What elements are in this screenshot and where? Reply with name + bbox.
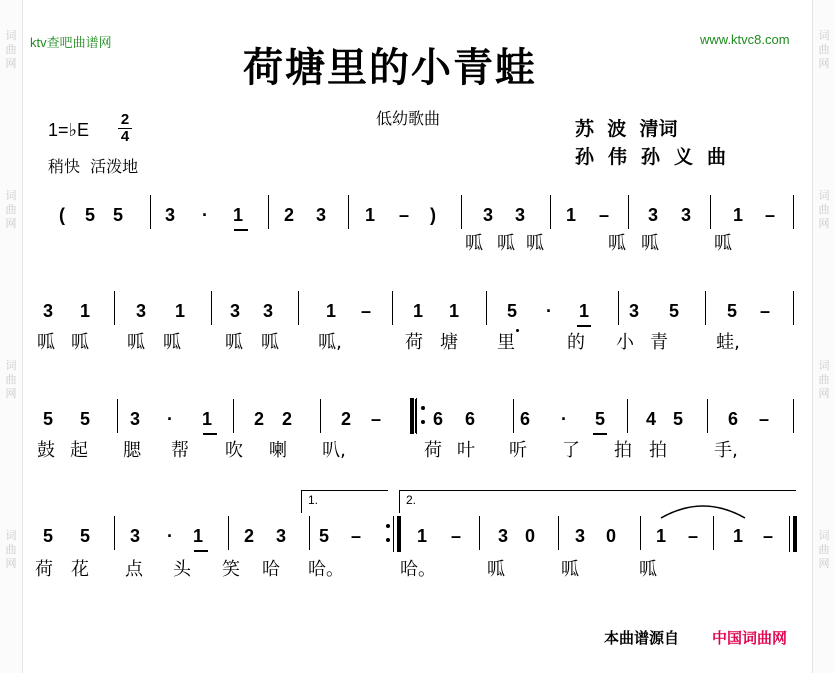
note: – (759, 301, 770, 321)
lyric-syllable: 叭, (322, 440, 346, 461)
barline (640, 516, 641, 550)
barline (150, 195, 151, 229)
side-mark: 曲 (5, 373, 17, 386)
song-title: 荷塘里的小青蛙 (243, 45, 537, 91)
barline (558, 516, 559, 550)
eighth-underline (203, 433, 217, 435)
lyric-syllable: 帮 (171, 440, 189, 461)
barline (114, 516, 115, 550)
tempo-marking: 稍快 活泼地 (48, 157, 139, 176)
barline (211, 291, 212, 325)
note: – (687, 526, 698, 546)
lyric-syllable: 花 (71, 559, 89, 580)
note: – (764, 205, 775, 225)
barline (114, 291, 115, 325)
note: 2 (281, 409, 292, 429)
barline (713, 516, 714, 550)
repeat-dot (386, 524, 390, 528)
side-mark: 词 (818, 189, 830, 202)
side-mark: 网 (818, 557, 830, 570)
lyric-syllable: 鼓 (37, 440, 55, 461)
note: 5 (79, 526, 90, 546)
side-mark: 曲 (818, 373, 830, 386)
lyric-syllable: 荷 (424, 440, 442, 461)
note: 1 (192, 526, 203, 546)
note: · (167, 409, 173, 429)
eighth-underline (234, 229, 248, 231)
lyric-syllable: 点 (125, 559, 143, 580)
note: 5 (672, 409, 683, 429)
note: 1 (232, 205, 243, 225)
volta-2-label: 2. (406, 493, 417, 507)
barline (486, 291, 487, 325)
barline (707, 399, 708, 433)
repeat-end-thick (397, 516, 401, 552)
side-mark: 词 (818, 29, 830, 42)
note: ( (59, 205, 65, 225)
note: 3 (647, 205, 658, 225)
barline (479, 516, 480, 550)
barline (233, 399, 234, 433)
note: 3 (129, 409, 140, 429)
note: ) (430, 205, 436, 225)
note: 1 (732, 526, 743, 546)
lyric-syllable: 腮 (123, 440, 141, 461)
watermark-right[interactable]: www.ktvc8.com (700, 32, 790, 47)
lyric-syllable: 呱 (497, 233, 515, 254)
note: 2 (243, 526, 254, 546)
note: 5 (84, 205, 95, 225)
lyric-syllable: 喇 (269, 440, 287, 461)
lyric-syllable: 呱 (163, 332, 181, 353)
repeat-start-thick (410, 398, 414, 434)
barline (117, 399, 118, 433)
lyric-syllable: 呱, (318, 332, 342, 353)
note: 3 (42, 301, 53, 321)
barline (320, 399, 321, 433)
note: 1 (448, 301, 459, 321)
note: 1 (364, 205, 375, 225)
lyric-syllable: 里 (497, 332, 515, 353)
note: 5 (79, 409, 90, 429)
note: 6 (432, 409, 443, 429)
note: 2 (283, 205, 294, 225)
note: 3 (262, 301, 273, 321)
side-mark: 曲 (5, 203, 17, 216)
note: 3 (574, 526, 585, 546)
barline (392, 291, 393, 325)
side-mark: 词 (5, 359, 17, 372)
lyric-syllable: 呱 (608, 233, 626, 254)
lyric-syllable: 呱 (465, 233, 483, 254)
lyric-syllable: 呱 (561, 559, 579, 580)
note: 5 (42, 409, 53, 429)
repeat-start-thin (416, 398, 417, 434)
barline (710, 195, 711, 229)
note: 1 (565, 205, 576, 225)
side-mark: 网 (818, 217, 830, 230)
lyricist: 苏 波 清词 (575, 118, 678, 140)
note: 5 (726, 301, 737, 321)
low-octave-dot (516, 329, 519, 332)
repeat-dot (386, 538, 390, 542)
side-mark: 曲 (818, 543, 830, 556)
side-mark: 词 (5, 189, 17, 202)
lyric-syllable: 呱 (261, 332, 279, 353)
side-mark: 曲 (818, 43, 830, 56)
note: 2 (253, 409, 264, 429)
barline (793, 291, 794, 325)
lyric-syllable: 呱 (71, 332, 89, 353)
note: 3 (164, 205, 175, 225)
barline (298, 291, 299, 325)
barline (461, 195, 462, 229)
barline (618, 291, 619, 325)
note: 3 (482, 205, 493, 225)
note: 6 (519, 409, 530, 429)
note: 5 (506, 301, 517, 321)
repeat-end-thin (393, 516, 394, 552)
lyric-syllable: 塘 (440, 332, 458, 353)
lyric-syllable: 了 (562, 440, 580, 461)
lyric-syllable: 头 (173, 559, 191, 580)
source-site-link[interactable]: 中国词曲网 (712, 629, 788, 647)
lyric-syllable: 吹 (225, 440, 243, 461)
key-signature: 1=♭E (48, 120, 90, 140)
side-mark: 网 (818, 387, 830, 400)
side-mark: 曲 (5, 43, 17, 56)
eighth-underline (577, 325, 591, 327)
lyric-syllable: 哈。 (400, 559, 436, 580)
barline (309, 516, 310, 550)
side-mark: 网 (5, 387, 17, 400)
note: 4 (645, 409, 656, 429)
note: 0 (605, 526, 616, 546)
note: – (758, 409, 769, 429)
lyric-syllable: 哈。 (308, 559, 344, 580)
time-signature (118, 112, 132, 145)
note: 1 (732, 205, 743, 225)
side-mark: 词 (5, 529, 17, 542)
lyric-syllable: 呱 (641, 233, 659, 254)
repeat-dot (421, 420, 425, 424)
note: 6 (727, 409, 738, 429)
side-mark: 词 (5, 29, 17, 42)
note: – (398, 205, 409, 225)
lyric-syllable: 起 (70, 440, 88, 461)
lyric-syllable: 小 (616, 332, 634, 353)
note: 3 (229, 301, 240, 321)
lyric-syllable: 蛙, (716, 332, 740, 353)
side-mark: 词 (818, 359, 830, 372)
note: 5 (112, 205, 123, 225)
note: 5 (42, 526, 53, 546)
lyric-syllable: 听 (509, 440, 527, 461)
side-mark: 网 (818, 57, 830, 70)
volta-1-label: 1. (308, 493, 319, 507)
barline (550, 195, 551, 229)
lyric-syllable: 笑 (222, 559, 240, 580)
watermark-left[interactable]: ktv查吧曲谱网 (30, 35, 112, 50)
note: 5 (318, 526, 329, 546)
side-mark: 网 (5, 217, 17, 230)
lyric-syllable: 呱 (127, 332, 145, 353)
barline (348, 195, 349, 229)
note: – (450, 526, 461, 546)
final-thin (789, 516, 790, 552)
note: 5 (668, 301, 679, 321)
right-watermark-strip (812, 0, 835, 673)
note: 1 (578, 301, 589, 321)
side-mark: 词 (818, 529, 830, 542)
lyric-syllable: 呱 (714, 233, 732, 254)
note: 1 (79, 301, 90, 321)
note: 0 (524, 526, 535, 546)
barline (268, 195, 269, 229)
note: 6 (464, 409, 475, 429)
lyric-syllable: 的 (567, 332, 585, 353)
note: – (370, 409, 381, 429)
lyric-syllable: 荷 (405, 332, 423, 353)
side-mark: 网 (5, 57, 17, 70)
source-label: 本曲谱源自 (604, 629, 680, 647)
barline (705, 291, 706, 325)
note: 1 (416, 526, 427, 546)
barline (793, 399, 794, 433)
note: 1 (174, 301, 185, 321)
note: · (561, 409, 567, 429)
note: 1 (412, 301, 423, 321)
lyric-syllable: 拍 (614, 440, 632, 461)
lyric-syllable: 哈 (262, 559, 280, 580)
lyric-syllable: 叶 (457, 440, 475, 461)
lyric-syllable: 呱 (487, 559, 505, 580)
repeat-dot (421, 406, 425, 410)
note: 1 (201, 409, 212, 429)
barline (628, 195, 629, 229)
lyric-syllable: 呱 (526, 233, 544, 254)
note: 3 (497, 526, 508, 546)
note: · (167, 526, 173, 546)
lyric-syllable: 青 (650, 332, 668, 353)
side-mark: 曲 (5, 543, 17, 556)
tie-arc (658, 500, 748, 520)
lyric-syllable: 拍 (649, 440, 667, 461)
lyric-syllable: 荷 (35, 559, 53, 580)
side-mark: 曲 (818, 203, 830, 216)
note: · (546, 301, 552, 321)
note: – (762, 526, 773, 546)
note: 2 (340, 409, 351, 429)
eighth-underline (194, 550, 208, 552)
note: 3 (129, 526, 140, 546)
note: – (350, 526, 361, 546)
barline (793, 195, 794, 229)
note: 3 (628, 301, 639, 321)
left-watermark-strip (0, 0, 23, 673)
note: 5 (594, 409, 605, 429)
time-sig-top: 2 (120, 111, 130, 128)
note: 3 (680, 205, 691, 225)
barline (228, 516, 229, 550)
note: 3 (514, 205, 525, 225)
song-genre: 低幼歌曲 (376, 109, 441, 128)
side-mark: 网 (5, 557, 17, 570)
lyric-syllable: 呱 (639, 559, 657, 580)
note: 1 (655, 526, 666, 546)
composer: 孙伟孙义曲 (575, 146, 741, 168)
note: 3 (275, 526, 286, 546)
note: 3 (135, 301, 146, 321)
eighth-underline (593, 433, 607, 435)
final-thick (793, 516, 797, 552)
barline (627, 399, 628, 433)
time-sig-bottom: 4 (120, 128, 130, 145)
lyric-syllable: 呱 (37, 332, 55, 353)
lyric-syllable: 呱 (225, 332, 243, 353)
note: 1 (325, 301, 336, 321)
note: – (598, 205, 609, 225)
note: 3 (315, 205, 326, 225)
note: – (360, 301, 371, 321)
volta-1 (301, 490, 388, 513)
note: · (202, 205, 208, 225)
lyric-syllable: 手, (714, 440, 738, 461)
barline (513, 399, 514, 433)
